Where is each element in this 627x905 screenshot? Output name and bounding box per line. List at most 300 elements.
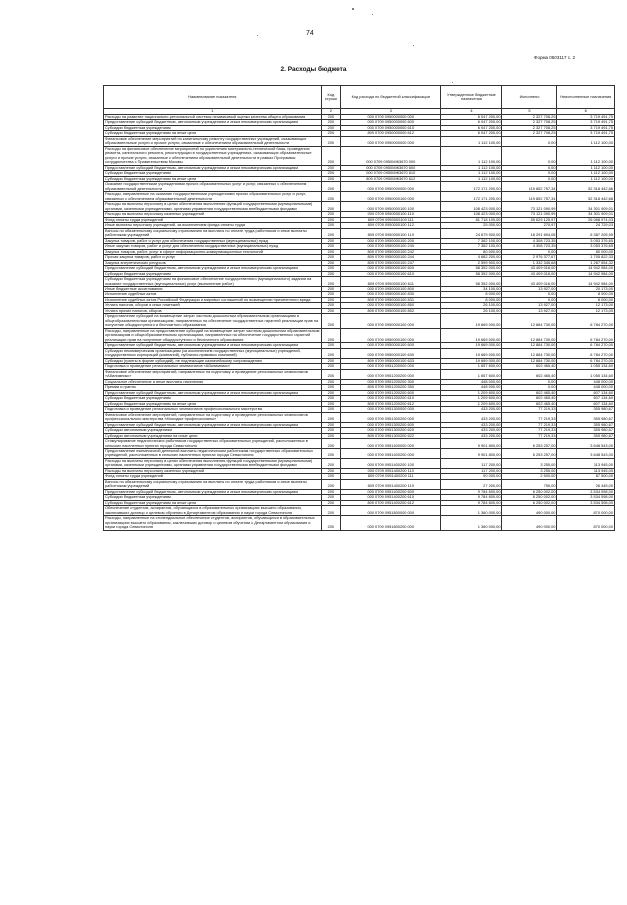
row-classification-code: 809 0709 0951400200 119	[341, 479, 441, 489]
row-name: Финансовое обеспечение мероприятий по капитальному ремонту государственных учреждений, оказывающих образовательные услуги и прочие услуги, связанные с обеспечением образовательной деятельности	[104, 136, 322, 146]
row-remaining: 52 318 442,66	[557, 182, 615, 192]
row-name: Фонд оплаты труда учреждений	[104, 217, 322, 222]
row-executed: 4 308 723,35	[502, 238, 557, 243]
row-remaining: 87 500,00	[557, 474, 615, 479]
row-name: Взносы по обязательному социальному страхованию на выплаты по оплате труда работников и иные выплаты работникам учреждений	[104, 479, 322, 489]
row-name: Субсидии бюджетным учреждениям	[104, 125, 322, 130]
row-approved: 9 784 600,00	[441, 489, 502, 494]
row-classification-code: 809 0709 0950000100 112	[341, 223, 441, 228]
row-name: Закупка энергетических ресурсов	[104, 260, 322, 265]
row-classification-code: 000 0709 0950000100 630	[341, 348, 441, 358]
row-executed: 602 465,40	[502, 369, 557, 379]
row-remaining: 1 267 554,32	[557, 260, 615, 265]
row-remaining: 34 301 909,01	[557, 202, 615, 212]
row-approved: 19 669 000,00	[441, 343, 502, 348]
row-executed: 13 927,00	[502, 286, 557, 291]
row-approved: 1 657 600,00	[441, 369, 502, 379]
row-approved: 1 209 600,00	[441, 390, 502, 395]
row-classification-code: 000 0709 0951400200 600	[341, 489, 441, 494]
row-executed: 73 121 090,99	[502, 212, 557, 217]
row-classification-code: 000 0709 0950000100 610	[341, 271, 441, 276]
row-name: Субсидии бюджетным учреждениям на иные цели	[104, 176, 322, 181]
row-remaining: 1 112 100,00	[557, 176, 615, 181]
row-approved: 90 000,00	[441, 474, 502, 479]
table-row	[104, 314, 615, 328]
table-row	[104, 449, 615, 459]
row-classification-code: 000 0709 0950000000 000	[341, 182, 441, 192]
row-remaining: 8 000,00	[557, 292, 615, 297]
row-remaining: 3 053 376,65	[557, 244, 615, 249]
row-code: 200	[321, 171, 341, 176]
row-remaining: 3 648 543,00	[557, 439, 615, 449]
row-classification-code: 809 0709 0951400200 612	[341, 500, 441, 505]
row-name: Субсидии бюджетным учреждениям на иные цели	[104, 131, 322, 136]
row-classification-code: 000 0709 0950000100 000	[341, 192, 441, 202]
row-code: 200	[321, 500, 341, 505]
row-name: Расходы на развитие национально-региональной системы независимой оценки качества общего образования	[104, 115, 322, 120]
row-executed: 77 219,33	[502, 407, 557, 412]
row-name: Иные закупки товаров, работ и услуг для обеспечения государственных (муниципальных) нужд	[104, 244, 322, 249]
row-executed: 602 465,40	[502, 390, 557, 395]
row-name: Расходы на выплаты персоналу в целях обеспечения выполнения функций государственными (муниципальными) органами, казенными учреждениями, органами управления государственными внебюджетными фондами	[104, 458, 322, 468]
row-name: Предоставление субсидий бюджетным, автономным учреждениям и иным некоммерческим организациям	[104, 390, 322, 395]
row-executed: 6 253 257,00	[502, 449, 557, 459]
form-code: Форма 0503117 с. 2	[534, 55, 575, 60]
row-name: Предоставление субсидий бюджетным, автономным учреждениям и иным некоммерческим организациям	[104, 165, 322, 170]
row-approved: 6 047 200,00	[441, 125, 502, 130]
column-number: 2	[321, 109, 341, 115]
row-approved: 108 423 000,00	[441, 202, 502, 212]
row-approved: 1 209 600,00	[441, 396, 502, 401]
row-remaining: 870 000,00	[557, 506, 615, 516]
row-classification-code: 000 0709 0950000100 100	[341, 202, 441, 212]
table-header-row	[104, 86, 615, 109]
row-name: Субсидии бюджетным учреждениям	[104, 396, 322, 401]
row-approved: 108 423 000,00	[441, 212, 502, 217]
row-code: 200	[321, 255, 341, 260]
row-code: 200	[321, 202, 341, 212]
row-remaining: 6 784 270,00	[557, 314, 615, 328]
row-executed: 6 250 002,00	[502, 500, 557, 505]
row-code: 200	[321, 407, 341, 412]
row-name: Субсидии некоммерческим организациям (за исключением государственных (муниципальных) учреждений, государственных корпораций (компаний), публично-правовых компаний)	[104, 348, 322, 358]
row-code: 200	[321, 217, 341, 222]
scan-speck	[352, 8, 354, 10]
row-name: Расходы, направленные на оказание государственными учреждениями прочих образовательных услуг и услуг, связанных с обеспечением образовательной деятельности	[104, 192, 322, 202]
row-classification-code: 809 0709 0950000100 633	[341, 358, 441, 363]
row-remaining: 607 134,60	[557, 396, 615, 401]
row-executed: 6 250 002,00	[502, 489, 557, 494]
row-classification-code: 000 0709 0950000100 850	[341, 303, 441, 308]
row-executed: 602 465,40	[502, 364, 557, 369]
row-code: 200	[321, 249, 341, 254]
row-executed: 602 465,40	[502, 396, 557, 401]
row-approved: 7 362 100,00	[441, 238, 502, 243]
row-code: 200	[321, 328, 341, 342]
row-classification-code: 000 0709 0950000000 000	[341, 136, 441, 146]
row-name: Финансовое обеспечение мероприятий, направленных на подготовку и проведение региональных чемпионатов «Абилимпикс»	[104, 369, 322, 379]
row-name: Иные выплаты персоналу учреждений, за исключением фонда оплаты труда	[104, 223, 322, 228]
table-row	[104, 516, 615, 530]
row-executed: 43 409 016,00	[502, 271, 557, 276]
row-approved: 26 100,00	[441, 303, 502, 308]
row-code: 200	[321, 286, 341, 291]
row-classification-code: 000 0709 0951300200 620	[341, 428, 441, 433]
row-name: Фонд оплаты труда учреждений	[104, 474, 322, 479]
row-approved: 7 362 100,00	[441, 244, 502, 249]
row-approved: 1 657 600,00	[441, 364, 502, 369]
row-code: 200	[321, 228, 341, 238]
row-remaining: 3 719 491,75	[557, 131, 615, 136]
row-executed: 2 327 708,25	[502, 125, 557, 130]
row-executed: 12 884 730,00	[502, 314, 557, 328]
row-approved: 8 000,00	[441, 297, 502, 302]
row-code: 200	[321, 212, 341, 217]
row-approved: 80 000,00	[441, 249, 502, 254]
row-remaining: 26 088 974,03	[557, 217, 615, 222]
row-name: Исполнение судебных актов	[104, 292, 322, 297]
row-executed: 77 219,33	[502, 422, 557, 427]
row-code: 200	[321, 136, 341, 146]
row-approved: 433 200,00	[441, 412, 502, 422]
row-approved: 1 360 000,00	[441, 506, 502, 516]
row-approved: 58 352 000,00	[441, 271, 502, 276]
row-code: 200	[321, 125, 341, 130]
row-name: Субсидии бюджетным учреждениям	[104, 495, 322, 500]
row-approved: 2 599 900,00	[441, 260, 502, 265]
row-remaining: 6 784 270,00	[557, 343, 615, 348]
row-name: Предоставление субсидий бюджетным, автономным учреждениям и иным некоммерческим организациям	[104, 422, 322, 427]
row-remaining: 113 945,00	[557, 468, 615, 473]
row-code: 200	[321, 192, 341, 202]
row-approved: 1 112 100,00	[441, 136, 502, 146]
row-executed: 73 121 090,99	[502, 202, 557, 212]
row-executed: 6 250 002,00	[502, 495, 557, 500]
row-classification-code: 809 0709 0950000100 119	[341, 228, 441, 238]
row-code: 200	[321, 396, 341, 401]
row-name: Предоставление субсидий бюджетным, автономным учреждениям и иным некоммерческим организациям	[104, 489, 322, 494]
row-code: 200	[321, 422, 341, 427]
table-row	[104, 192, 615, 202]
table-row	[104, 182, 615, 192]
row-remaining: 3 534 598,00	[557, 495, 615, 500]
row-approved: 1 112 100,00	[441, 176, 502, 181]
row-code: 200	[321, 182, 341, 192]
row-name: Закупка товаров, работ, услуг в сфере информационно-коммуникационных технологий	[104, 249, 322, 254]
row-remaining: 52 318 442,66	[557, 192, 615, 202]
row-executed: 2 327 708,25	[502, 120, 557, 125]
row-executed: 2 327 708,25	[502, 131, 557, 136]
row-classification-code: 000 0709 0951400200 000	[341, 449, 441, 459]
row-executed: 0,00	[502, 385, 557, 390]
row-remaining: 113 945,00	[557, 458, 615, 468]
row-remaining: 6 784 270,00	[557, 328, 615, 342]
row-code: 200	[321, 314, 341, 328]
row-classification-code: 809 0709 0951300200 622	[341, 433, 441, 438]
row-executed: 755,00	[502, 479, 557, 489]
row-approved: 8 000,00	[441, 292, 502, 297]
row-remaining: 26 445,00	[557, 479, 615, 489]
row-executed: 119 852 757,34	[502, 192, 557, 202]
row-code: 200	[321, 458, 341, 468]
row-remaining: 1 112 100,00	[557, 171, 615, 176]
row-name: Расходы на выплаты персоналу в целях обеспечения выполнения функций государственными (муниципальными) органами, казенными учреждениями, органами управления государственными внебюджетными фондами	[104, 202, 322, 212]
row-approved: 19 669 000,00	[441, 348, 502, 358]
row-code: 200	[321, 277, 341, 287]
row-code: 200	[321, 390, 341, 395]
row-code: 200	[321, 303, 341, 308]
table-body	[104, 115, 615, 531]
row-approved: 24 679 900,00	[441, 228, 502, 238]
row-remaining: 1 055 134,60	[557, 364, 615, 369]
row-code: 200	[321, 506, 341, 516]
header-row-code: Код строки	[321, 86, 341, 109]
row-approved: 25 000,00	[441, 223, 502, 228]
row-remaining: 607 134,60	[557, 401, 615, 406]
row-code: 200	[321, 271, 341, 276]
row-approved: 448 000,00	[441, 379, 502, 384]
row-executed: 0,00	[502, 297, 557, 302]
row-classification-code: 000 0709 0950000100 240	[341, 244, 441, 249]
row-remaining: 1 112 100,00	[557, 146, 615, 165]
row-code: 200	[321, 468, 341, 473]
row-code: 200	[321, 412, 341, 422]
row-classification-code: 000 0709 0951200000 000	[341, 364, 441, 369]
row-executed: 43 409 016,00	[502, 266, 557, 271]
row-approved: 9 784 600,00	[441, 495, 502, 500]
table-row	[104, 277, 615, 287]
row-approved: 6 047 200,00	[441, 131, 502, 136]
row-executed: 0,00	[502, 171, 557, 176]
row-remaining: 1 112 100,00	[557, 136, 615, 146]
row-code: 200	[321, 489, 341, 494]
row-classification-code: 809 0709 0951200200 350	[341, 385, 441, 390]
row-executed: 1 332 345,68	[502, 260, 557, 265]
table-row	[104, 458, 615, 468]
row-approved: 433 200,00	[441, 428, 502, 433]
row-classification-code: 000 0709 0951200200 600	[341, 390, 441, 395]
row-name: Расходы, направленные на предоставление субсидий на возмещение затрат частным дошкольным образовательным организациям и общеобразовательным организациям, направленных на обеспечение государственных гарантий реализации прав на получение общедоступного и бесплатного образования	[105, 328, 320, 342]
page-number: 74	[306, 30, 314, 37]
row-executed: 0,00	[502, 165, 557, 170]
row-remaining: 355 980,67	[557, 407, 615, 412]
row-executed: 77 219,33	[502, 433, 557, 438]
row-code: 200	[321, 401, 341, 406]
row-code: 200	[321, 308, 341, 313]
row-classification-code: 000 0709 0950МЖ3670 000	[341, 146, 441, 165]
row-name: Подготовка и проведение региональных чемпионатов профессионального мастерства	[104, 407, 322, 412]
row-code: 200	[321, 165, 341, 170]
row-approved: 58 352 000,00	[441, 266, 502, 271]
row-classification-code: 000 0709 0951400000 000	[341, 439, 441, 449]
row-executed: 18 291 694,05	[502, 228, 557, 238]
row-code: 200	[321, 120, 341, 125]
table-row	[104, 328, 615, 342]
row-executed: 12 884 730,00	[502, 348, 557, 358]
header-name: Наименование показателя	[104, 86, 322, 109]
row-approved: 1 112 100,00	[441, 165, 502, 170]
row-code: 200	[321, 428, 341, 433]
row-remaining: 3 053 376,65	[557, 238, 615, 243]
row-remaining: 607 134,60	[557, 390, 615, 395]
header-classification-code: Код расхода по бюджетной классификации	[341, 86, 441, 109]
row-remaining: 1 055 134,60	[557, 369, 615, 379]
row-code: 200	[321, 266, 341, 271]
row-remaining: 355 980,67	[557, 412, 615, 422]
row-approved: 172 171 200,00	[441, 192, 502, 202]
row-executed: 490 000,00	[502, 516, 557, 530]
row-approved: 9 901 800,00	[441, 439, 502, 449]
row-approved: 4 682 200,00	[441, 255, 502, 260]
row-classification-code: 809 0709 0950000100 242	[341, 249, 441, 254]
header-remaining: Неисполненные назначения	[557, 86, 615, 109]
row-approved: 9 901 800,00	[441, 449, 502, 459]
table-row	[104, 348, 615, 358]
row-executed: 4 308 723,35	[502, 244, 557, 249]
expenses-table	[103, 85, 615, 531]
row-classification-code: 000 0709 0951400200 110	[341, 468, 441, 473]
row-code: 200	[321, 433, 341, 438]
row-executed: 13 927,00	[502, 303, 557, 308]
row-remaining: 3 534 598,00	[557, 489, 615, 494]
row-approved: 19 669 000,00	[441, 314, 502, 328]
row-approved: 34 100,00	[441, 286, 502, 291]
row-code: 200	[321, 238, 341, 243]
row-code: 200	[321, 343, 341, 348]
table-row	[104, 136, 615, 146]
row-classification-code: 000 0709 0951400200 610	[341, 495, 441, 500]
row-classification-code: 809 0709 0951200200 612	[341, 401, 441, 406]
row-classification-code: 000 0709 0951800000 000	[341, 506, 441, 516]
row-code: 200	[321, 348, 341, 358]
row-code: 200	[321, 292, 341, 297]
row-executed: 2 327 708,25	[502, 115, 557, 120]
row-classification-code: 000 0709 0950000000 610	[341, 125, 441, 130]
row-approved: 58 352 000,00	[441, 277, 502, 287]
row-name: Расходы на выплаты персоналу казенных учреждений	[104, 468, 322, 473]
row-classification-code: 000 0709 0951800200 000	[341, 516, 441, 530]
row-executed: 43 409 016,00	[502, 277, 557, 287]
row-name: Субсидии бюджетным учреждениям	[104, 271, 322, 276]
row-remaining: 8 000,00	[557, 297, 615, 302]
scan-speck	[452, 82, 453, 83]
row-name: Предоставление субсидий на возмещение затрат частным дошкольным образовательным организациям и общеобразовательным организациям, направленных на обеспечение государственных гарантий реализации прав на получение общедоступного и бесплатного образования	[104, 314, 322, 328]
row-approved: 433 200,00	[441, 407, 502, 412]
row-remaining: 34 301 909,01	[557, 212, 615, 217]
row-classification-code: 000 0709 0950000100 000	[341, 314, 441, 328]
row-remaining: 6 387 205,95	[557, 228, 615, 238]
row-classification-code: 000 0709 0951200200 300	[341, 379, 441, 384]
row-approved: 81 718 100,00	[441, 217, 502, 222]
row-name: Прочая закупка товаров, работ и услуг	[104, 255, 322, 260]
row-executed: 0,00	[502, 249, 557, 254]
row-classification-code: 000 0709 0950МЖ3670 610	[341, 171, 441, 176]
row-remaining: 448 000,00	[557, 379, 615, 384]
row-remaining: 3 719 491,75	[557, 120, 615, 125]
row-code: 200	[321, 439, 341, 449]
row-approved: 117 200,00	[441, 468, 502, 473]
table-row	[104, 506, 615, 516]
table-row	[104, 146, 615, 165]
row-classification-code: 809 0709 0950МЖ3670 612	[341, 176, 441, 181]
row-name: Предоставление субсидий бюджетным, автономным учреждениям и иным некоммерческим организациям	[104, 120, 322, 125]
row-code: 200	[321, 516, 341, 530]
row-remaining: 1 112 100,00	[557, 165, 615, 170]
row-executed: 13 927,00	[502, 308, 557, 313]
row-code: 200	[321, 369, 341, 379]
row-approved: 26 100,00	[441, 308, 502, 313]
row-code: 200	[321, 176, 341, 181]
row-remaining: 14 942 984,00	[557, 271, 615, 276]
row-name: Субсидии автономным учреждениям на иные цели	[104, 433, 322, 438]
row-remaining: 355 980,67	[557, 433, 615, 438]
row-remaining: 3 719 491,75	[557, 125, 615, 130]
row-classification-code: 000 0709 0950000100 800	[341, 286, 441, 291]
row-name: Субсидии бюджетным учреждениям на иные цели	[104, 500, 322, 505]
column-number: 3	[341, 109, 441, 115]
row-remaining: 355 980,67	[557, 428, 615, 433]
row-approved: 1 112 100,00	[441, 146, 502, 165]
row-approved: 433 200,00	[441, 422, 502, 427]
table-row	[104, 228, 615, 238]
column-number: 6	[557, 109, 615, 115]
row-executed: 12 884 730,00	[502, 343, 557, 348]
row-executed: 0,00	[502, 146, 557, 165]
row-executed: 55 629 125,97	[502, 217, 557, 222]
row-approved: 448 000,00	[441, 385, 502, 390]
row-remaining: 448 000,00	[557, 385, 615, 390]
row-executed: 0,00	[502, 176, 557, 181]
row-name: Предоставление субсидий бюджетным, автономным учреждениям и иным некоммерческим организациям	[104, 266, 322, 271]
row-classification-code: 000 0709 0950000100 830	[341, 292, 441, 297]
row-remaining: 3 719 491,75	[557, 115, 615, 120]
scan-speck	[257, 35, 258, 36]
row-approved: 6 047 200,00	[441, 120, 502, 125]
row-executed: 602 465,40	[502, 401, 557, 406]
row-classification-code: 809 0709 0950000100 247	[341, 260, 441, 265]
table-row	[104, 369, 615, 379]
table-row	[104, 412, 615, 422]
row-remaining: 20 173,00	[557, 286, 615, 291]
row-name: Расходы, направленные на стипендиальное обеспечение студентов, аспирантов, обучающихся в образовательных организациях высшего образования, заключивших договор о целевом обучении с Департаментом образования и науки города Севастополя	[104, 516, 322, 530]
row-remaining: 12 173,00	[557, 308, 615, 313]
row-name: Расходы на финансовое обеспечение мероприятий по укреплению материально-технической базы, проведению ремонта, капитального ремонта, реконструкции в государственных учреждениях, оказывающих образовательные услуги и прочие услуги, связанные с обеспечением образовательной деятельности в рамках Программы сотрудничества с Правительством Москвы	[104, 146, 322, 165]
row-executed: 6 253 257,00	[502, 439, 557, 449]
row-classification-code: 809 0709 0950000100 831	[341, 297, 441, 302]
row-name: Оказание государственными учреждениями прочих образовательных услуг и услуг, связанных с обеспечением образовательной деятельности	[104, 182, 322, 192]
row-classification-code: 000 0709 0951300200 600	[341, 422, 441, 427]
row-executed: 77 219,33	[502, 428, 557, 433]
row-approved: 433 200,00	[441, 433, 502, 438]
row-classification-code: 000 0709 0950000100 000	[341, 328, 441, 342]
row-code: 200	[321, 115, 341, 120]
table-row	[104, 479, 615, 489]
row-name: Закупка товаров, работ и услуг для обеспечения государственных (муниципальных) нужд	[104, 238, 322, 243]
scan-speck	[413, 45, 414, 46]
row-approved: 19 669 000,00	[441, 358, 502, 363]
row-name: Уплата налогов, сборов и иных платежей	[104, 303, 322, 308]
row-code: 200	[321, 449, 341, 459]
row-approved: 19 669 000,00	[441, 328, 502, 342]
row-approved: 117 200,00	[441, 458, 502, 468]
row-executed: 0,00	[502, 136, 557, 146]
row-approved: 9 784 600,00	[441, 500, 502, 505]
row-name: Предоставление ежемесячной денежной выплаты педагогическим работникам государственных образовательных учреждений, расположенных в сельских населенных пунктах города Севастополя	[104, 449, 322, 459]
row-code: 200	[321, 385, 341, 390]
row-approved: 1 112 100,00	[441, 171, 502, 176]
row-name: Уплата прочих налогов, сборов	[104, 308, 322, 313]
row-name: Исполнение судебных актов Российской Федерации и мировых соглашений по возмещению причиненного вреда	[104, 297, 322, 302]
